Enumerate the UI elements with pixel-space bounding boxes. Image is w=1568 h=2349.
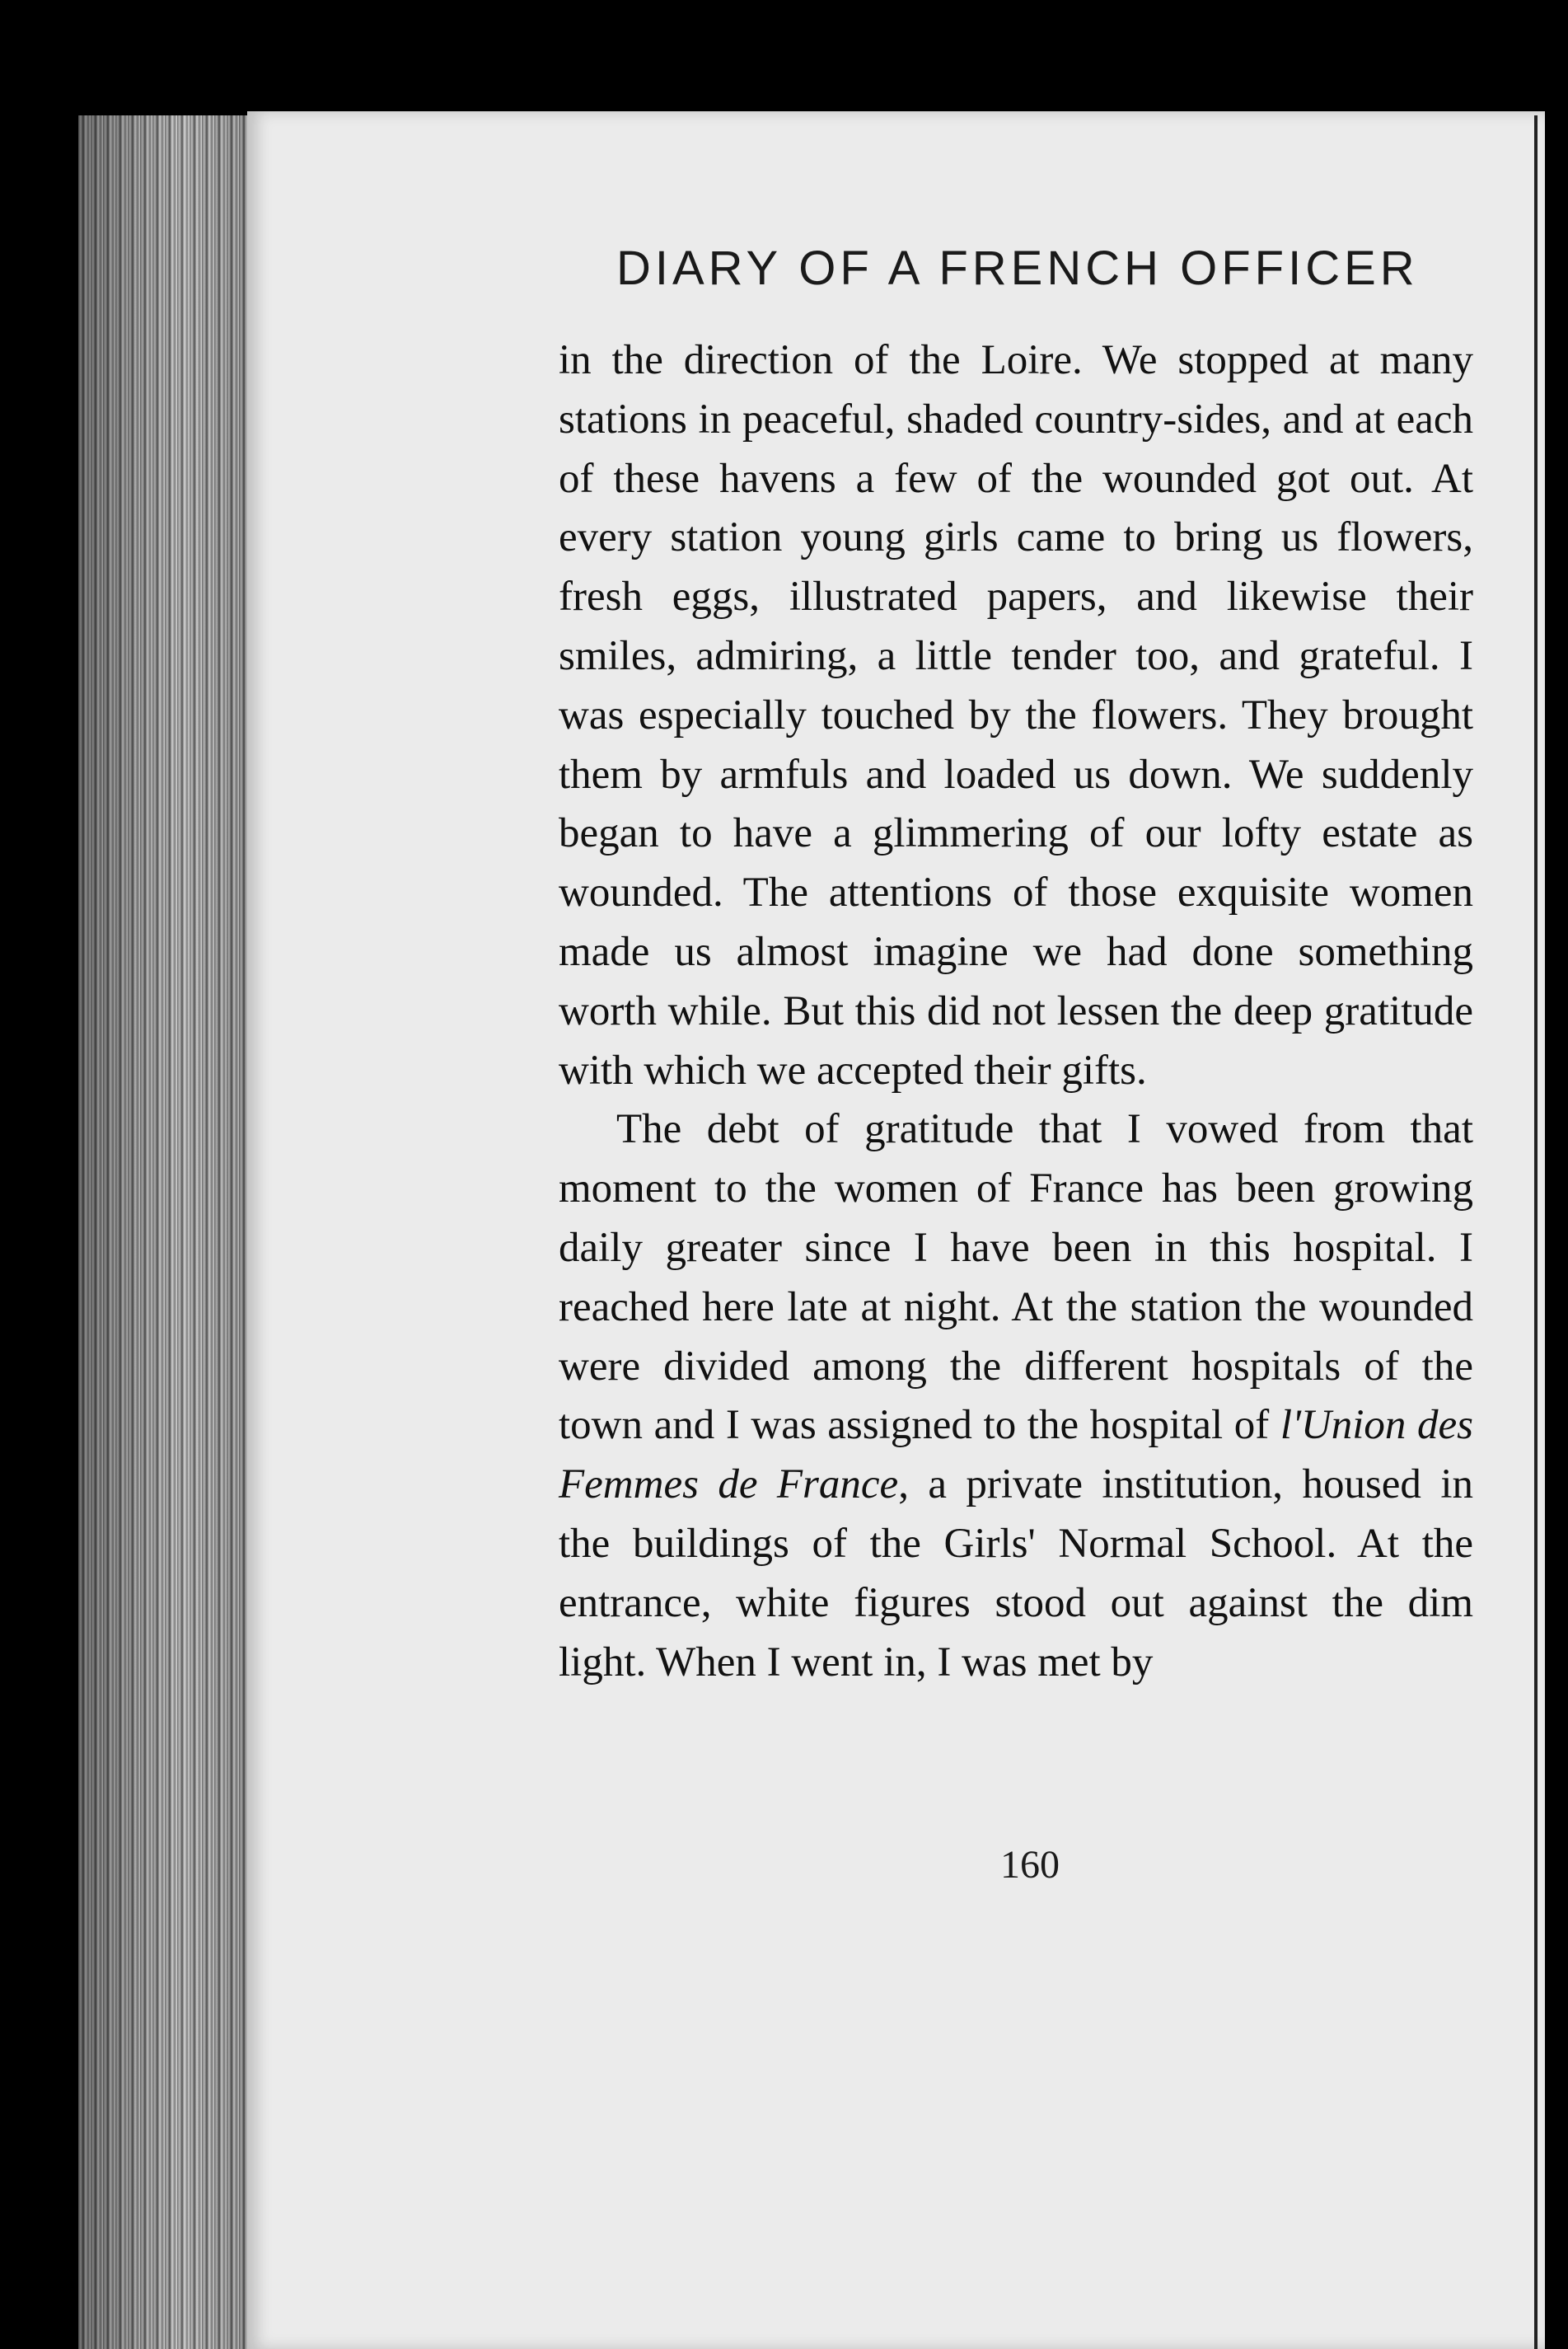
paragraph-2-part-1: The debt of gratitude that I vowed from that moment to the women of France has been growing daily greater since I have been in this hospital. I reached here late at night. At the station the wounded were divided among the different hospitals of the town and I was assigned to the hospital of: [559, 1106, 1473, 1449]
paragraph-1: in the direction of the Loire. We stopped at many stations in peaceful, shaded country-sides, and at each of these havens a few of the wounded got out. At every station young girls came to bring us flowers, fresh eggs, illustrated papers, and likewise their smiles, admiring, a little tender too, and grateful. I was especially touched by the flowers. They brought them by armfuls and loaded us down. We suddenly began to have a glimmering of our lofty estate as wounded. The attentions of those exquisite women made us almost imagine we had done something worth while. But this did not lessen the deep gratitude with which we accepted their gifts.: [559, 337, 1473, 1094]
paragraph-2-italic-name: l'Union des Femmes de France: [559, 1402, 1473, 1508]
paragraph-2: [559, 1100, 1473, 1692]
running-head: DIARY OF A FRENCH OFFICER: [616, 241, 1419, 295]
paragraph-2-part-2: , a private institution, housed in the buildings of the Girls' Normal School. At the entrance, white figures stood out against the dim light. When I went in, I was met by: [559, 1461, 1474, 1686]
book-edge-shadow: [78, 115, 251, 2349]
body-text: [559, 331, 1473, 1692]
page-number: 160: [1000, 1843, 1060, 1887]
page-right-edge: [1534, 115, 1538, 2349]
